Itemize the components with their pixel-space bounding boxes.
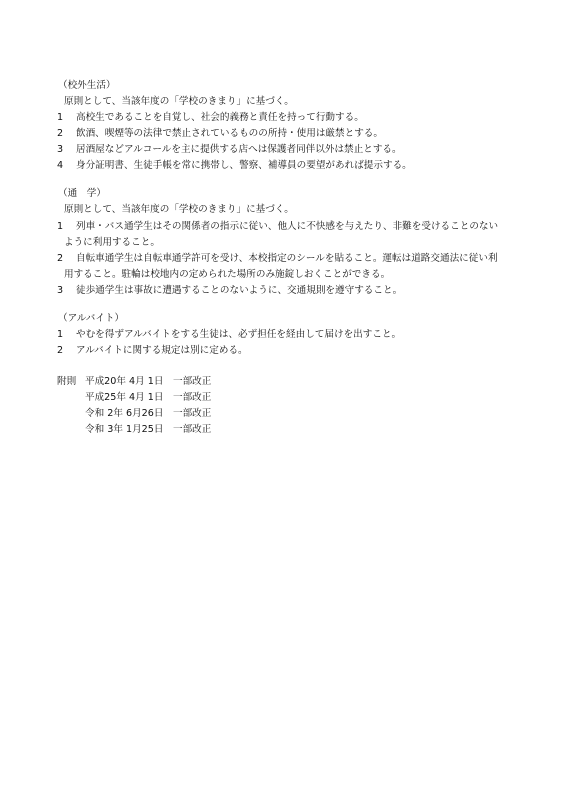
section-intro: 原則として、当該年度の「学校のきまり」に基づく。 xyxy=(64,96,294,107)
list-item: 飲酒、喫煙等の法律で禁止されているものの所持・使用は厳禁とする。 xyxy=(76,128,383,139)
list-item: 居酒屋などアルコールを主に提供する店へは保護者同伴以外は禁止とする。 xyxy=(76,144,402,155)
list-item: 高校生であることを自覚し、社会的義務と責任を持って行動する。 xyxy=(76,112,364,123)
section-intro: 原則として、当該年度の「学校のきまり」に基づく。 xyxy=(64,204,294,215)
item-number: 4 xyxy=(57,160,64,171)
amendment-date: 平成25年 4月 1日 xyxy=(85,392,164,403)
list-item: 徒歩通学生は事故に遭遇することのないように、交通規則を遵守すること。 xyxy=(76,285,403,296)
item-number: 2 xyxy=(57,253,64,264)
list-item-continuation: 用すること。駐輪は校地内の定められた場所のみ施錠しおくことができる。 xyxy=(64,269,391,280)
amendment-date: 令和 3年 1月25日 xyxy=(85,424,164,435)
section-heading-outside-life: （校外生活） xyxy=(58,80,116,91)
list-item: 身分証明書、生徒手帳を常に携帯し、警察、補導員の要望があれば提示する。 xyxy=(76,160,412,171)
item-number: 2 xyxy=(57,345,64,356)
supplementary-label: 附則 xyxy=(57,376,77,387)
list-item: やむを得ずアルバイトをする生徒は、必ず担任を経由して届けを出すこと。 xyxy=(76,329,402,340)
list-item-continuation: ように利用すること。 xyxy=(64,237,160,248)
amendment-date: 平成20年 4月 1日 xyxy=(85,376,164,387)
list-item: 列車・バス通学生はその関係者の指示に従い、他人に不快感を与えたり、非難を受けることのない xyxy=(76,221,499,232)
amendment-note: 一部改正 xyxy=(173,376,212,387)
amendment-date: 令和 2年 6月26日 xyxy=(85,408,164,419)
section-heading-commute: （通 学） xyxy=(58,188,106,199)
section-heading-part-time: （アルバイト） xyxy=(58,313,125,324)
item-number: 2 xyxy=(57,128,64,139)
amendment-note: 一部改正 xyxy=(173,392,212,403)
item-number: 1 xyxy=(57,221,64,232)
list-item: アルバイトに関する規定は別に定める。 xyxy=(76,345,248,356)
item-number: 1 xyxy=(57,329,64,340)
amendment-note: 一部改正 xyxy=(173,408,212,419)
item-number: 3 xyxy=(57,144,64,155)
item-number: 3 xyxy=(57,285,64,296)
item-number: 1 xyxy=(57,112,64,123)
amendment-note: 一部改正 xyxy=(173,424,212,435)
list-item: 自転車通学生は自転車通学許可を受け、本校指定のシールを貼ること。運転は道路交通法に従い利 xyxy=(76,253,498,264)
